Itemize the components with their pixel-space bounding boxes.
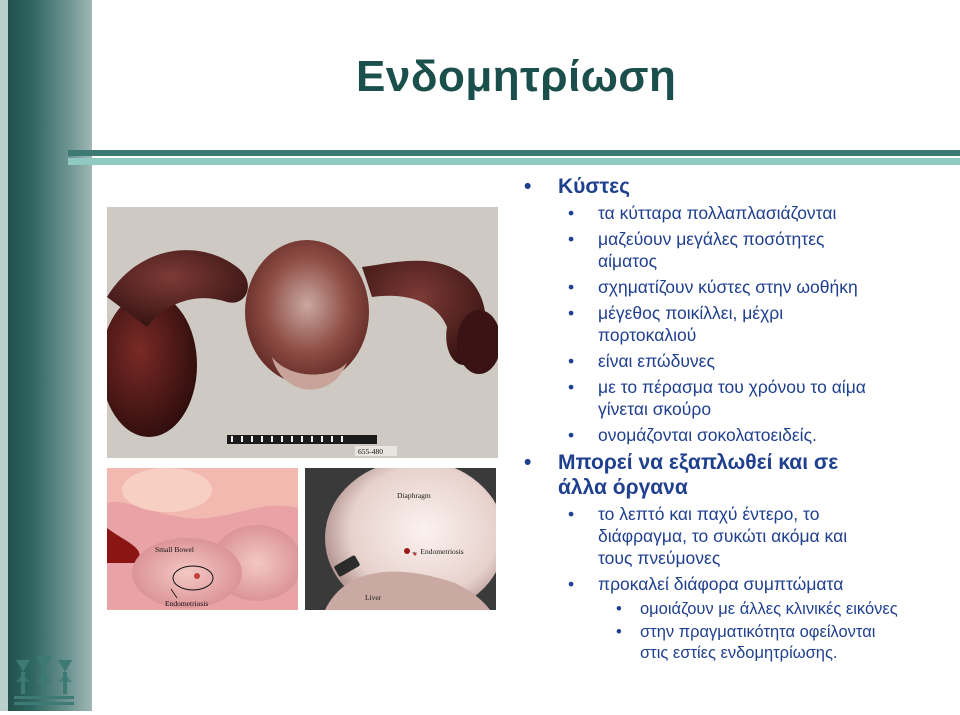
left-accent-bar [0, 0, 92, 711]
bullet-cysts-text: Κύστες [558, 175, 631, 198]
bullet-dot-icon: • [616, 600, 622, 618]
small-bowel-photo [107, 468, 298, 610]
bullet-dot-icon: • [524, 451, 532, 474]
list-item-text: το λεπτό και παχύ έντερο, το [598, 504, 820, 524]
list-item [524, 302, 944, 346]
list-item [524, 350, 944, 372]
list-item-text: τους πνεύμονες [598, 548, 721, 568]
bullet-spread-text: άλλα όργανα [558, 476, 688, 499]
list-item-text: πορτοκαλιού [598, 325, 697, 345]
sub-list-item [524, 622, 944, 664]
bullet-spread-text: Μπορεί να εξαπλωθεί και σε [558, 451, 839, 474]
bullet-dot-icon: • [524, 175, 532, 198]
list-item [524, 202, 944, 224]
list-item-text: γίνεται σκούρο [598, 399, 712, 419]
label-diaphragm: Diaphragm [397, 491, 431, 500]
bullet-dot-icon: • [568, 425, 575, 445]
sub-list-item-text: στην πραγματικότητα οφείλονται [640, 623, 876, 641]
bullet-dot-icon: • [568, 203, 575, 223]
list-item [524, 228, 944, 272]
label-bowel-endometriosis: Endometriosis [165, 599, 209, 608]
list-item-text: μέγεθος ποικίλλει, μέχρι [598, 303, 784, 323]
list-item-text: τα κύτταρα πολλαπλασιάζονται [598, 203, 837, 223]
label-diaphragm-endometriosis: ← Endometriosis [411, 547, 464, 556]
list-item-text: ονομάζονται σοκολατοειδείς. [598, 425, 817, 445]
bullet-dot-icon: • [568, 377, 575, 397]
sub-list-item [524, 599, 944, 620]
list-item-text: αίματος [598, 251, 658, 271]
title-rule-light [68, 158, 960, 165]
bullet-spread [524, 450, 944, 500]
list-item-text: προκαλεί διάφορα συμπτώματα [598, 574, 844, 594]
list-item [524, 573, 944, 595]
sub-list-item-text: στις εστίες ενδομητρίωσης. [640, 644, 838, 662]
list-item [524, 376, 944, 420]
bullet-dot-icon: • [568, 229, 575, 249]
list-item [524, 503, 944, 569]
bullet-dot-icon: • [568, 504, 575, 524]
diaphragm-photo [305, 468, 496, 610]
label-liver: Liver [365, 593, 382, 602]
list-item-text: σχηματίζουν κύστες στην ωοθήκη [598, 277, 858, 297]
ruler-label: 655-480 [358, 447, 383, 456]
bullet-dot-icon: • [616, 623, 622, 641]
bullet-list [524, 172, 944, 666]
bullet-dot-icon: • [568, 351, 575, 371]
title-rule-dark [68, 150, 960, 156]
bullet-dot-icon: • [568, 277, 575, 297]
uterus-specimen-photo [107, 207, 498, 458]
list-item-text: είναι επώδυνες [598, 351, 715, 371]
list-item-text: διάφραγμα, το συκώτι ακόμα και [598, 526, 848, 546]
bullet-dot-icon: • [568, 303, 575, 323]
list-item [524, 424, 944, 446]
list-item-text: με το πέρασμα του χρόνου το αίμα [598, 377, 866, 397]
sub-list-item-text: ομοιάζουν με άλλες κλινικές εικόνες [640, 600, 898, 618]
label-small-bowel: Small Bowel [155, 545, 194, 554]
list-item-text: μαζεύουν μεγάλες ποσότητες [598, 229, 825, 249]
bullet-cysts [524, 174, 944, 199]
slide-title: Ενδομητρίωση [356, 52, 677, 101]
list-item [524, 276, 944, 298]
left-accent-edge [0, 0, 8, 711]
university-tree-logo-icon [14, 652, 74, 710]
bullet-dot-icon: • [568, 574, 575, 594]
